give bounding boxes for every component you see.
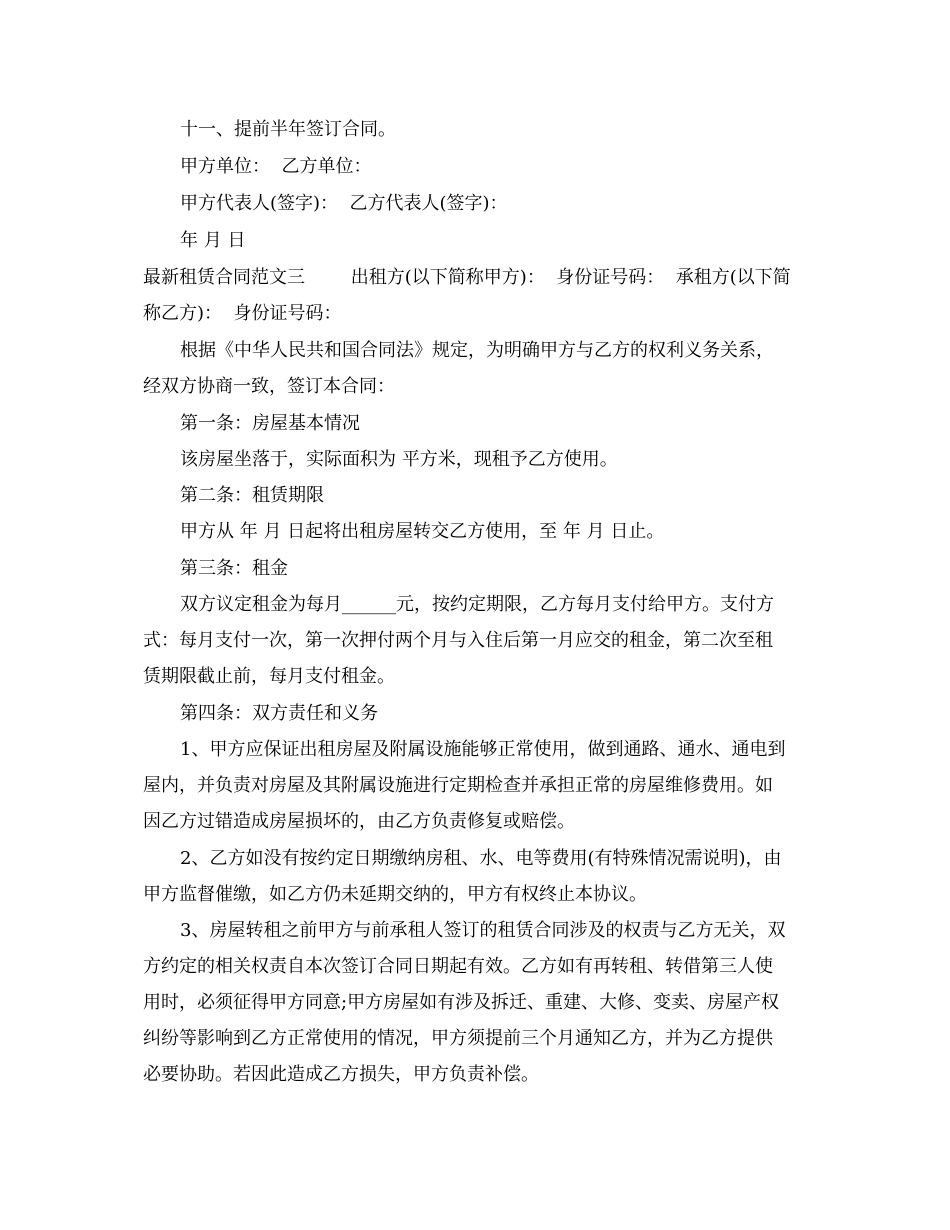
text-line-7: 根据《中华人民共和国合同法》规定，为明确甲方与乙方的权利义务关系， bbox=[180, 340, 774, 361]
text-line-12: 甲方从 年 月 日起将出租房屋转交乙方使用，至 年 月 日止。 bbox=[180, 521, 665, 542]
text-line-15: 式：每月支付一次，第一次押付两个月与入住后第一月应交的租金，第二次至租 bbox=[143, 630, 773, 651]
text-line-9: 第一条：房屋基本情况 bbox=[180, 413, 360, 434]
text-line-26: 纠纷等影响到乙方正常使用的情况，甲方须提前三个月通知乙方，并为乙方提供 bbox=[143, 1028, 773, 1049]
text-line-6: 称乙方)： 身份证号码： bbox=[143, 303, 342, 324]
text-line-1: 十一、提前半年签订合同。 bbox=[180, 119, 396, 140]
text-line-24: 方约定的相关权责自本次签订合同日期起有效。乙方如有再转租、转借第三人使 bbox=[143, 956, 773, 977]
text-line-20: 因乙方过错造成房屋损坏的，由乙方负责修复或赔偿。 bbox=[143, 811, 575, 832]
text-line-25: 用时，必须征得甲方同意;甲方房屋如有涉及拆迁、重建、大修、变卖、房屋产权 bbox=[143, 992, 780, 1013]
text-line-21: 2、乙方如没有按约定日期缴纳房租、水、电等费用(有特殊情况需说明)，由 bbox=[180, 848, 782, 869]
text-line-2: 甲方单位： 乙方单位： bbox=[180, 156, 372, 177]
text-line-19: 屋内，并负责对房屋及其附属设施进行定期检查并承担正常的房屋维修费用。如 bbox=[143, 775, 773, 796]
text-line-17: 第四条：双方责任和义务 bbox=[180, 703, 378, 724]
text-line-23: 3、房屋转租之前甲方与前承租人签订的租赁合同涉及的权责与乙方无关，双 bbox=[180, 920, 786, 941]
text-line-4: 年 月 日 bbox=[180, 230, 246, 251]
text-line-13: 第三条：租金 bbox=[180, 558, 288, 579]
text-line-27: 必要协助。若因此造成乙方损失，甲方负责补偿。 bbox=[143, 1064, 539, 1085]
text-line-11: 第二条：租赁期限 bbox=[180, 485, 324, 506]
text-line-16: 赁期限截止前，每月支付租金。 bbox=[143, 666, 395, 687]
text-line-8: 经双方协商一致，签订本合同： bbox=[143, 376, 395, 397]
text-line-3: 甲方代表人(签字)： 乙方代表人(签字)： bbox=[180, 193, 508, 214]
text-line-22: 甲方监督催缴，如乙方仍未延期交纳的，甲方有权终止本协议。 bbox=[143, 884, 647, 905]
text-line-10: 该房屋坐落于，实际面积为 平方米，现租予乙方使用。 bbox=[180, 449, 618, 470]
text-line-5: 最新租赁合同范文三 出租方(以下简称甲方)： 身份证号码： 承租方(以下简 bbox=[143, 267, 791, 288]
text-line-14: 双方议定租金为每月______元，按约定期限，乙方每月支付给甲方。支付方 bbox=[180, 594, 774, 615]
text-line-18: 1、甲方应保证出租房屋及附属设施能够正常使用，做到通路、通水、通电到 bbox=[180, 739, 786, 760]
